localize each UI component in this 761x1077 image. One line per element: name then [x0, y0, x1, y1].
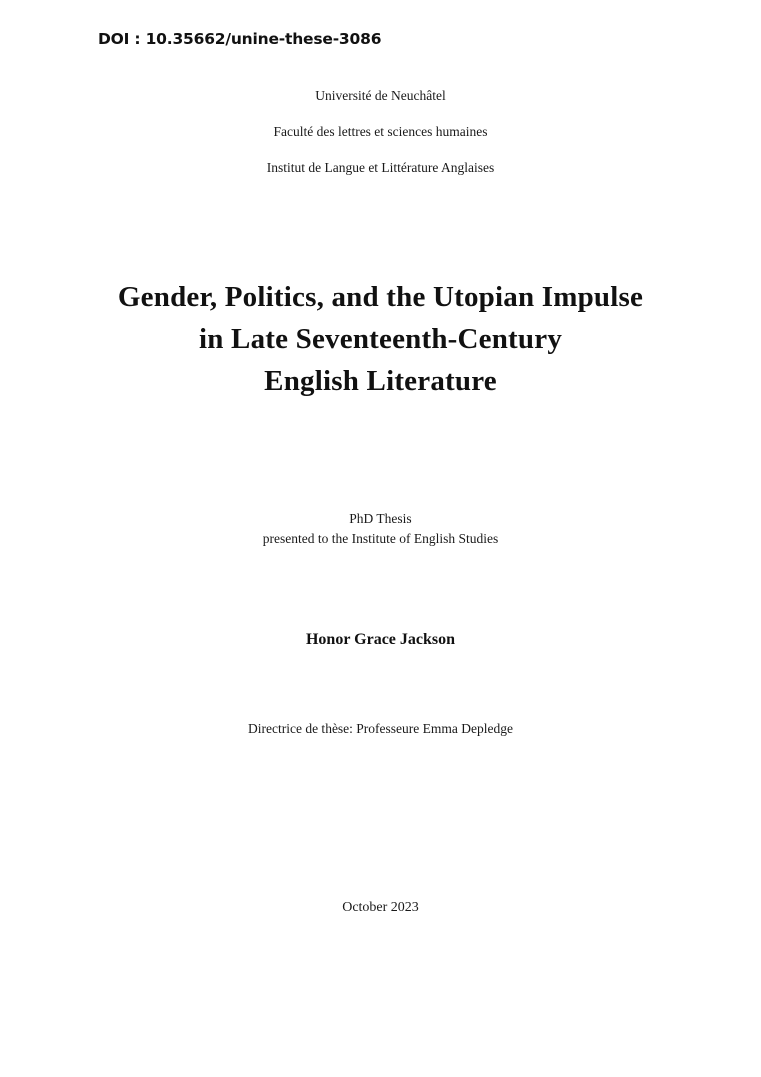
supervisor-name: Directrice de thèse: Professeure Emma Depledge: [247, 721, 513, 736]
thesis-presented-to: presented to the Institute of English Studies: [262, 530, 499, 546]
doi-label: DOI : 10.35662/unine-these-3086: [98, 30, 382, 48]
page-title: [0, 276, 761, 402]
thesis-type: PhD Thesis: [349, 511, 412, 526]
title-line-2: in Late Seventeenth-Century: [198, 323, 563, 356]
title-line-1: Gender, Politics, and the Utopian Impulse: [117, 281, 644, 313]
university-name: Université de Neuchâtel: [315, 88, 446, 103]
institute-name: Institut de Langue et Littérature Anglaises: [266, 159, 495, 175]
thesis-statement: [0, 509, 761, 548]
institution-block: [0, 88, 761, 177]
title-line-3: English Literature: [264, 365, 497, 398]
author-name: Honor Grace Jackson: [305, 631, 456, 648]
publication-date: October 2023: [342, 900, 419, 915]
faculty-name: Faculté des lettres et sciences humaines: [273, 123, 488, 139]
